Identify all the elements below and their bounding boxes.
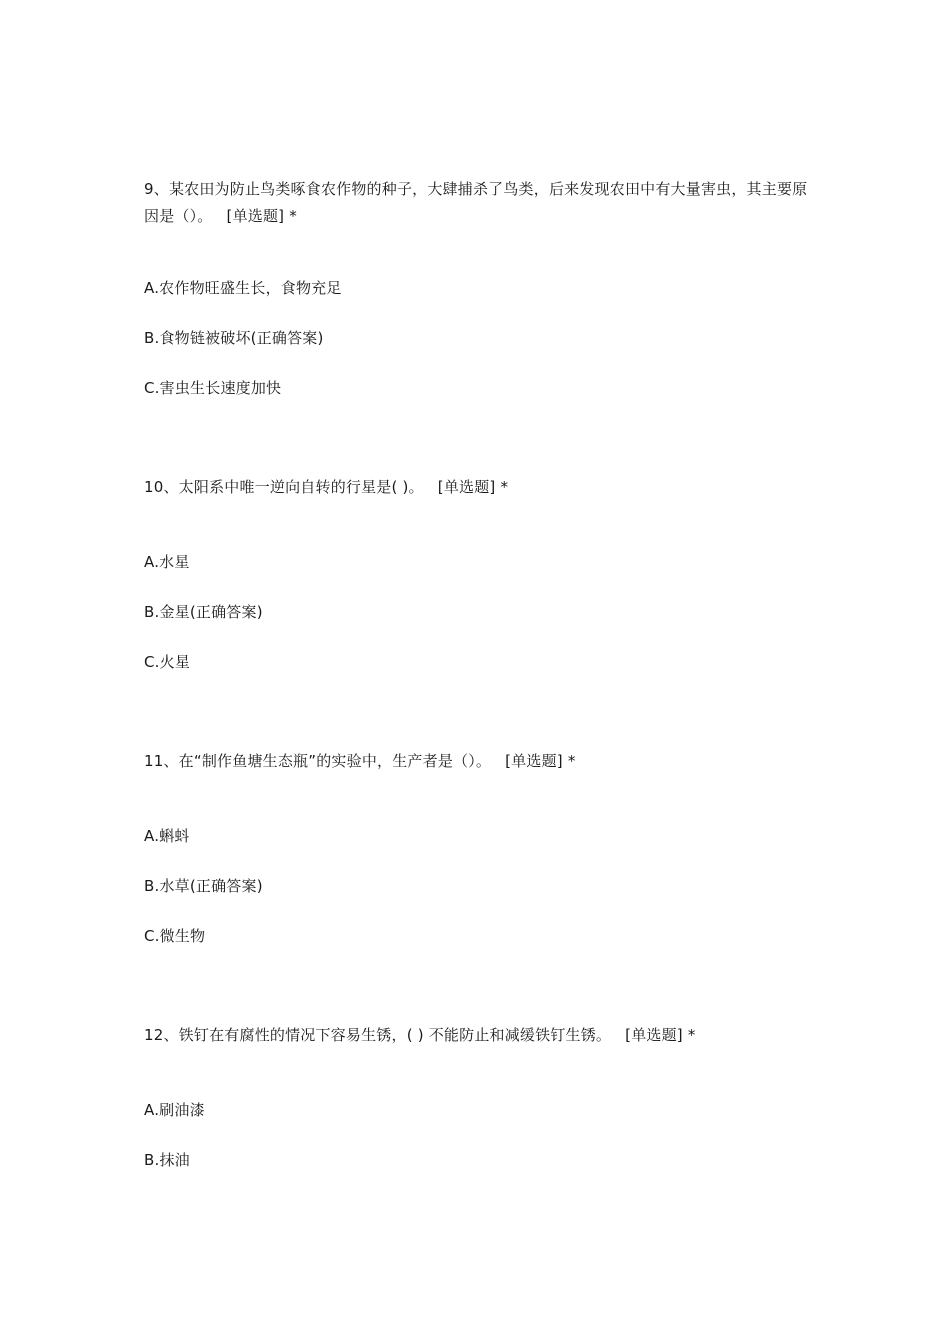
question-10 [144,474,814,501]
option-a: A.蝌蚪 [144,827,190,845]
option-a: A.刷油漆 [144,1101,205,1119]
question-type-tag: [单选题] * [625,1026,696,1044]
question-9 [144,176,814,230]
option-c: C.害虫生长速度加快 [144,379,282,397]
question-text: 9、某农田为防止鸟类啄食农作物的种子，大肆捕杀了鸟类，后来发现农田中有大量害虫，其主要原因是（）。 [144,180,808,225]
question-12 [144,1022,814,1049]
question-11 [144,748,814,775]
question-type-tag: [单选题] * [505,752,576,770]
option-b: B.食物链被破坏(正确答案) [144,329,324,347]
option-c: C.火星 [144,653,191,671]
option-a: A.水星 [144,553,190,571]
question-type-tag: [单选题] * [437,478,509,496]
option-b: B.水草(正确答案) [144,877,263,895]
option-b: B.抹油 [144,1151,190,1169]
option-c: C.微生物 [144,927,206,945]
option-b: B.金星(正确答案) [144,603,263,621]
question-text: 10、太阳系中唯一逆向自转的行星是( )。 [144,478,424,496]
question-text: 11、在“制作鱼塘生态瓶”的实验中，生产者是（）。 [144,752,492,770]
option-a: A.农作物旺盛生长，食物充足 [144,279,342,297]
question-type-tag: [单选题] * [226,207,297,225]
question-text: 12、铁钉在有腐性的情况下容易生锈，( ) 不能防止和减缓铁钉生锈。 [144,1026,612,1044]
